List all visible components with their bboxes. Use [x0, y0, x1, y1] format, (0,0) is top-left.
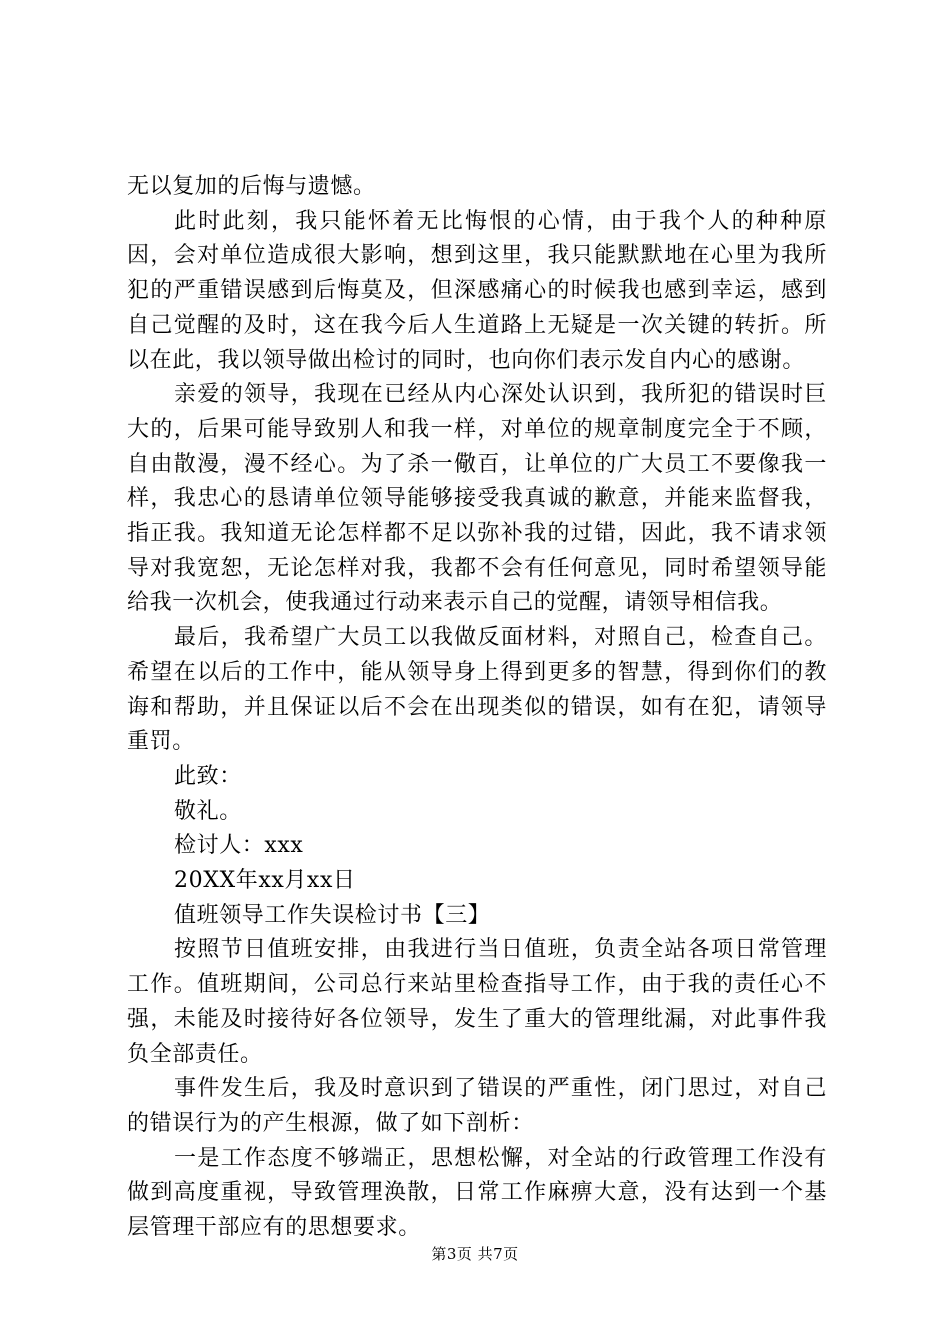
salutation-line: 此致：: [174, 763, 242, 789]
paragraph: 亲爱的领导，我现在已经从内心深处认识到，我所犯的错误时巨大的，后果可能导致别人和我一样，对单位的规章制度完全于不顾，自由散漫，漫不经心。为了杀一儆百，让单位的广大员工不要像我一样，我忠心的恳请单位领导能够接受我真诚的歉意，并能来监督我，指正我。我知道无论怎样都不足以弥补我的过错，因此，我不请求领导对我宽恕，无论怎样对我，我都不会有任何意见，同时希望领导能给我一次机会，使我通过行动来表示自己的觉醒，请领导相信我。: [127, 382, 827, 616]
page-footer: [0, 1244, 950, 1264]
section-heading: 值班领导工作失误检讨书【三】: [174, 902, 491, 928]
paragraph: 按照节日值班安排，由我进行当日值班，负责全站各项日常管理工作。值班期间，公司总行来站里检查指导工作，由于我的责任心不强，未能及时接待好各位领导，发生了重大的管理纰漏，对此事件我负全部责任。: [127, 937, 827, 1067]
paragraph: 此时此刻，我只能怀着无比悔恨的心情，由于我个人的种种原因，会对单位造成很大影响，想到这里，我只能默默地在心里为我所犯的严重错误感到后悔莫及，但深感痛心的时候我也感到幸运，感到自己觉醒的及时，这在我今后人生道路上无疑是一次关键的转折。所以在此，我以领导做出检讨的同时，也向你们表示发自内心的感谢。: [127, 208, 827, 373]
date-line: 20XX年xx月xx日: [174, 868, 356, 894]
signature-line: 检讨人：xxx: [174, 833, 304, 859]
page-number-label: 第3页 共7页: [431, 1245, 519, 1263]
paragraph: 最后，我希望广大员工以我做反面材料，对照自己，检查自己。希望在以后的工作中，能从领导身上得到更多的智慧，得到你们的教诲和帮助，并且保证以后不会在出现类似的错误，如有在犯，请领导重罚。: [127, 625, 827, 755]
paragraph: 事件发生后，我及时意识到了错误的严重性，闭门思过，对自己的错误行为的产生根源，做了如下剖析：: [127, 1076, 827, 1136]
document-body: [127, 170, 827, 1246]
paragraph: 一是工作态度不够端正，思想松懈，对全站的行政管理工作没有做到高度重视，导致管理涣散，日常工作麻痹大意，没有达到一个基层管理干部应有的思想要求。: [127, 1145, 827, 1241]
paragraph-continuation: 无以复加的后悔与遗憾。: [127, 174, 376, 199]
closing-line: 敬礼。: [174, 798, 242, 824]
